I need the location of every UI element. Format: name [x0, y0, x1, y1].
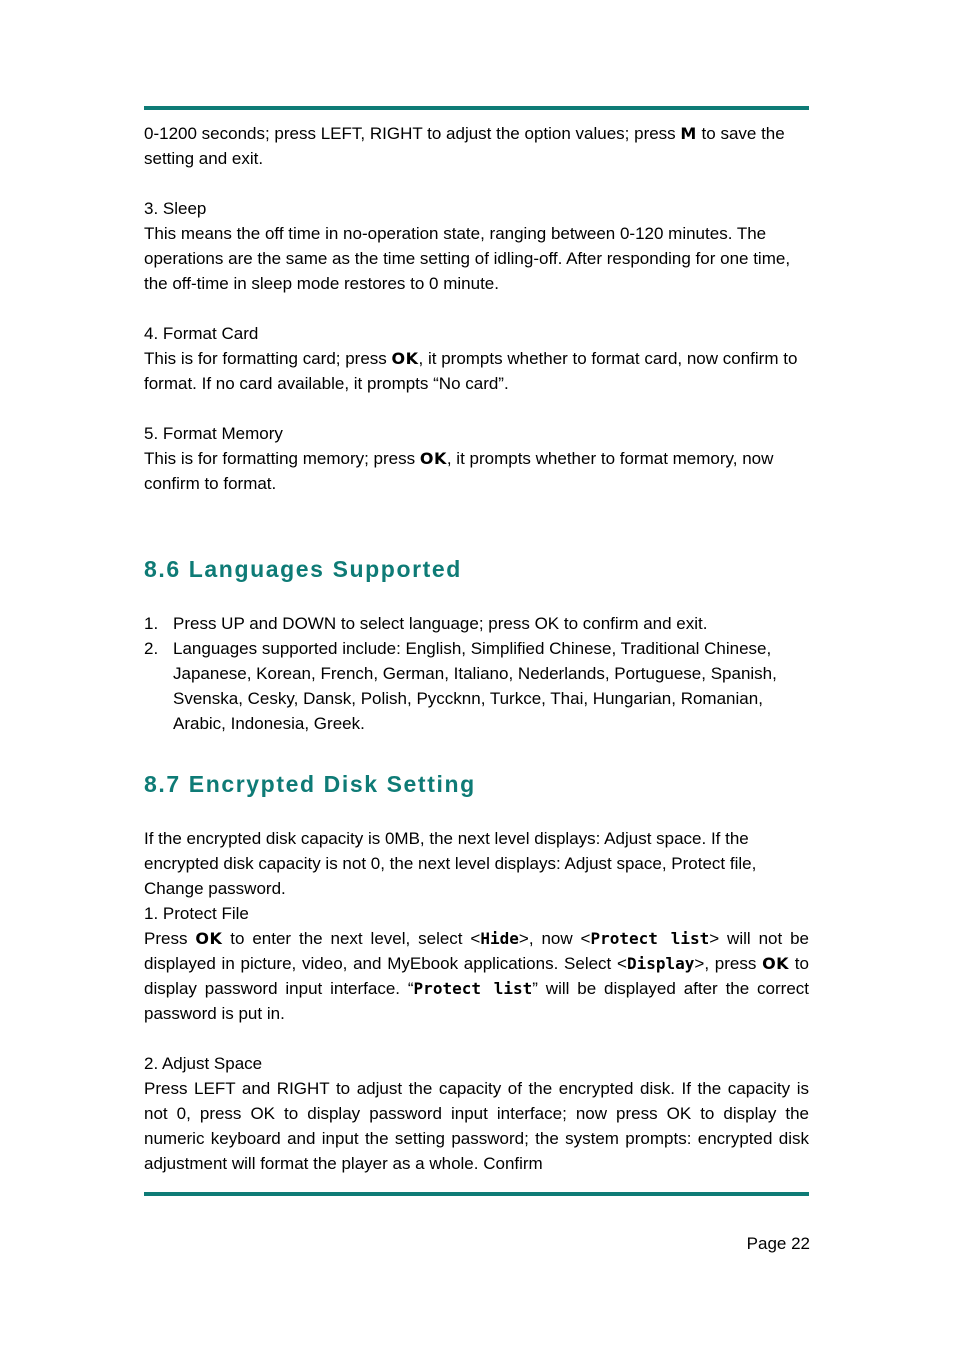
section-heading-languages: 8.6 Languages Supported	[144, 556, 462, 582]
key-ok-label: OK	[762, 954, 790, 973]
text-span: 0-1200 seconds; press LEFT, RIGHT to adjust the option values; press	[144, 124, 681, 143]
adjust-space-body: Press LEFT and RIGHT to adjust the capacity of the encrypted disk. If the capacity is not 0, press OK to display password input interface; now press OK to display the numeric keyboard and input the setting password; the system prompts: encrypted disk adjustment will format the player as a whole. Confirm	[144, 1079, 809, 1173]
languages-list	[144, 611, 804, 736]
key-m-label: M	[680, 124, 697, 143]
text-span: >, now <	[518, 929, 591, 948]
list-item	[144, 636, 804, 736]
list-item-text: Press UP and DOWN to select language; press OK to confirm and exit.	[173, 614, 708, 633]
text-span: , it prompts whether to format card, now confirm to format. If no card available, it prompts “No card”.	[144, 349, 798, 393]
format-card-body	[144, 346, 799, 396]
text-span: >, press	[694, 954, 763, 973]
sleep-body: This means the off time in no-operation state, ranging between 0-120 minutes. The operations are the same as the time setting of idling-off. After responding for one time, the off-time in sleep mode restores to 0 minute.	[144, 224, 791, 293]
key-ok-label: OK	[195, 929, 223, 948]
format-memory-body	[144, 446, 809, 496]
page-content	[144, 121, 814, 1176]
page-number: Page 22	[746, 1234, 810, 1253]
format-memory-title: 5. Format Memory	[144, 424, 283, 443]
list-number: 2.	[144, 639, 159, 658]
text-span: Press	[144, 929, 196, 948]
encrypted-intro: If the encrypted disk capacity is 0MB, the next level displays: Adjust space. If the encrypted disk capacity is not 0, the next level displays: Adjust space, Protect file, Change password.	[144, 829, 757, 898]
text-span: , it prompts whether to format memory, now confirm to format.	[144, 449, 774, 493]
text-span: to enter the next level, select <	[222, 929, 481, 948]
format-card-title: 4. Format Card	[144, 324, 259, 343]
text-span: > will not be displayed in picture, video, and MyEbook applications. Select <	[144, 929, 810, 973]
key-ok-label: OK	[419, 449, 447, 468]
list-item-text: Languages supported include: English, Simplified Chinese, Traditional Chinese, Japanese, Korean, French, German, Italiano, Nederlands, Portuguese, Spanish, Svenska, Cesky, Dansk, Polish, Pyccknn, Turkce, Thai, Hungarian, Romanian, Arabic, Indonesia, Greek.	[173, 639, 777, 733]
sleep-title: 3. Sleep	[144, 199, 207, 218]
continued-paragraph	[144, 121, 814, 171]
protect-list-label: Protect list	[590, 929, 710, 948]
protect-list-label: Protect list	[413, 979, 533, 998]
text-span: ” will be displayed after the correct password is put in.	[144, 979, 810, 1023]
list-number: 1.	[144, 614, 159, 633]
text-span: to display password input interface. “	[144, 954, 809, 998]
section-heading-encrypted: 8.7 Encrypted Disk Setting	[144, 771, 476, 797]
text-span: This is for formatting card; press	[144, 349, 392, 368]
text-span: This is for formatting memory; press	[144, 449, 420, 468]
top-rule	[144, 106, 809, 110]
hide-option-label: Hide	[480, 929, 519, 948]
list-item	[144, 611, 804, 636]
protect-file-title: 1. Protect File	[144, 904, 249, 923]
bottom-rule	[144, 1192, 809, 1196]
protect-file-body	[144, 926, 809, 1026]
adjust-space-title: 2. Adjust Space	[144, 1054, 263, 1073]
key-ok-label: OK	[391, 349, 419, 368]
display-option-label: Display	[626, 954, 695, 973]
text-span: to save the setting and exit.	[144, 124, 785, 168]
